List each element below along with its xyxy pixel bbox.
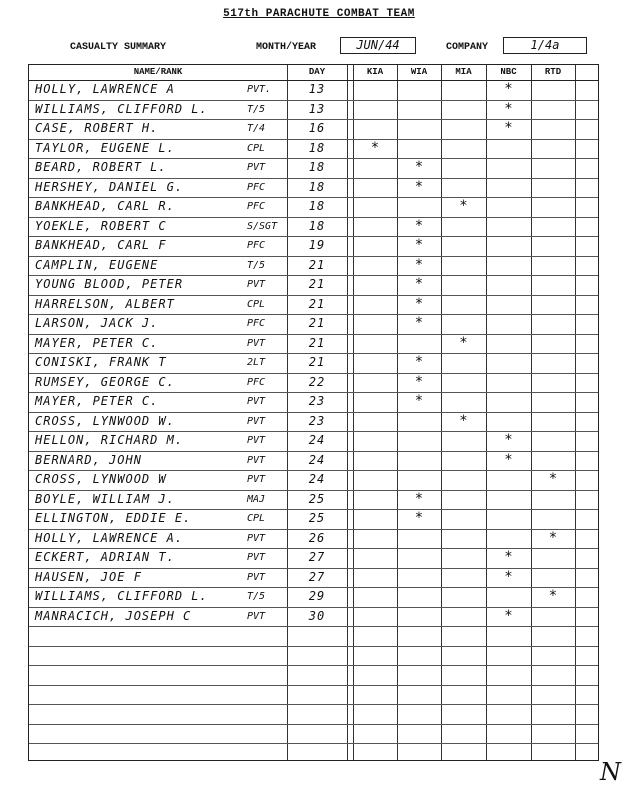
table-row [29,511,598,528]
casualty-name: WILLIAMS, CLIFFORD L. [35,101,208,116]
casualty-day: 22 [308,374,326,389]
row-line [29,256,598,257]
casualty-name: HERSHEY, DANIEL G. [35,179,184,194]
casualty-rank: PVT [247,532,266,544]
casualty-rank: PFC [247,240,266,251]
month-year-field: JUN/44 [340,37,416,54]
casualty-rank: PFC [247,181,266,193]
table-row [29,219,598,236]
status-mark-nbc: * [504,549,513,565]
casualty-table [28,64,599,761]
status-mark-nbc: * [504,451,513,468]
casualty-rank: PVT [247,279,266,290]
column-header-name-rank: NAME/RANK [133,67,183,77]
status-mark-wia: * [414,354,424,370]
casualty-rank: PVT [247,610,266,622]
table-row [29,433,598,450]
row-line [29,490,598,491]
company-field: 1/4a [503,37,587,54]
status-mark-wia: * [414,373,424,390]
month-year-label: MONTH/YEAR [256,42,317,53]
status-mark-wia: * [414,510,424,526]
casualty-rank: PVT [247,337,266,349]
casualty-rank: PVT [247,415,266,427]
casualty-day: 30 [308,608,326,623]
status-mark-nbc: * [504,81,513,97]
row-line [29,373,598,374]
status-mark-mia: * [459,412,468,429]
status-mark-mia: * [459,334,468,351]
column-header-kia: KIA [366,67,384,77]
table-row [29,121,598,138]
casualty-name: BOYLE, WILLIAM J. [35,491,175,506]
row-line [29,626,598,627]
row-line [29,509,598,510]
table-row [29,180,598,197]
status-mark-wia: * [414,276,424,292]
casualty-name: BERNARD, JOHN [35,452,142,467]
casualty-day: 13 [308,82,326,96]
casualty-rank: T/4 [247,123,266,134]
row-line [29,646,598,647]
table-row [29,531,598,548]
casualty-name: WILLIAMS, CLIFFORD L. [35,589,208,603]
casualty-day: 21 [308,335,326,350]
casualty-rank: S/SGT [247,220,278,232]
casualty-name: HOLLY, LAWRENCE A. [35,530,184,545]
column-header-nbc: NBC [500,67,517,77]
casualty-name: MAYER, PETER C. [35,335,159,350]
status-mark-rtd: * [548,471,558,487]
row-line [29,470,598,471]
table-row [29,160,598,177]
table-row [29,82,598,99]
casualty-rank: PVT [247,474,266,485]
row-line [29,334,598,335]
row-line [29,724,598,725]
casualty-rank: PFC [247,376,266,388]
table-row [29,492,598,509]
casualty-name: ECKERT, ADRIAN T. [35,550,175,564]
casualty-day: 24 [308,433,326,447]
status-mark-nbc: * [504,607,513,624]
row-line [29,353,598,354]
casualty-rank: PVT [247,435,266,446]
row-line [29,158,598,159]
casualty-rank: 2LT [247,357,266,368]
table-row [29,589,598,606]
casualty-day: 23 [308,413,326,428]
table-row [29,609,598,626]
casualty-rank: T/5 [247,591,266,602]
casualty-name: BANKHEAD, CARL F [35,238,167,252]
row-line [29,665,598,666]
column-header-mia: MIA [455,67,472,77]
row-line [29,314,598,315]
status-mark-mia: * [459,198,468,214]
casualty-name: ELLINGTON, EDDIE E. [35,511,192,525]
status-mark-nbc: * [504,100,513,117]
casualty-name: RUMSEY, GEORGE C. [35,374,175,389]
status-mark-rtd: * [548,529,558,546]
casualty-day: 21 [308,277,326,291]
casualty-rank: T/5 [247,259,266,271]
status-mark-wia: * [414,217,424,234]
status-mark-wia: * [414,315,424,331]
casualty-rank: CPL [247,142,266,154]
table-row [29,414,598,431]
status-mark-nbc: * [504,432,513,448]
casualty-name: YOUNG BLOOD, PETER [35,277,184,291]
status-mark-wia: * [414,295,424,312]
table-row [29,316,598,333]
casualty-name: CROSS, LYNWOOD W. [35,413,175,428]
casualty-name: HELLON, RICHARD M. [35,433,184,447]
company-label: COMPANY [446,42,489,53]
casualty-day: 18 [308,218,326,233]
status-mark-kia: * [370,139,380,156]
row-line [29,236,598,237]
casualty-day: 24 [308,472,326,486]
casualty-day: 21 [308,296,326,311]
casualty-rank: CPL [247,298,266,310]
casualty-day: 13 [308,101,326,116]
casualty-day: 18 [308,140,326,155]
page-title: 517th PARACHUTE COMBAT TEAM [223,8,415,20]
casualty-name: BEARD, ROBERT L. [35,160,167,174]
casualty-name: CASE, ROBERT H. [35,121,159,135]
table-row [29,375,598,392]
table-row [29,472,598,489]
table-row [29,277,598,294]
status-mark-nbc: * [504,568,513,585]
table-row [29,355,598,372]
row-line [29,685,598,686]
row-line [29,587,598,588]
casualty-name: YOEKLE, ROBERT C [35,218,167,233]
casualty-day: 21 [308,316,326,330]
casualty-day: 18 [308,160,326,174]
signature-mark: N [600,758,621,786]
casualty-name: CAMPLIN, EUGENE [35,257,159,272]
casualty-name: HARRELSON, ALBERT [35,296,175,311]
casualty-day: 25 [308,511,326,525]
column-header-day: DAY [308,67,326,77]
row-line [29,295,598,296]
casualty-day: 24 [308,452,326,467]
row-line [29,392,598,393]
casualty-name: CROSS, LYNWOOD W [35,472,167,486]
status-mark-wia: * [414,237,424,253]
table-row [29,570,598,587]
casualty-name: CONISKI, FRANK T [35,355,167,369]
casualty-name: BANKHEAD, CARL R. [35,199,175,213]
table-row [29,238,598,255]
row-line [29,197,598,198]
status-mark-wia: * [414,490,424,507]
status-mark-wia: * [414,393,424,409]
casualty-day: 21 [308,355,326,369]
table-row [29,394,598,411]
casualty-rank: PFC [247,318,266,329]
status-mark-wia: * [414,159,424,175]
casualty-rank: CPL [247,513,266,524]
casualty-day: 19 [308,238,326,252]
row-line [29,217,598,218]
casualty-rank: PVT [247,571,266,583]
row-line [29,178,598,179]
casualty-name: MANRACICH, JOSEPH C [35,608,192,623]
casualty-rank: MAJ [247,493,266,505]
table-row [29,258,598,275]
row-line [29,139,598,140]
casualty-day: 25 [308,491,326,506]
table-row [29,336,598,353]
casualty-day: 21 [308,257,326,272]
casualty-name: HAUSEN, JOE F [35,569,142,584]
casualty-name: MAYER, PETER C. [35,394,159,408]
column-header-rtd: RTD [544,67,562,77]
table-row [29,297,598,314]
casualty-rank: T/5 [247,103,266,115]
casualty-rank: PVT [247,396,266,407]
table-row [29,453,598,470]
table-row [29,141,598,158]
status-mark-nbc: * [504,120,513,136]
status-mark-rtd: * [548,588,558,604]
casualty-day: 23 [308,394,326,408]
casualty-day: 18 [308,199,326,213]
casualty-day: 29 [308,589,326,603]
casualty-day: 27 [308,550,326,564]
casualty-rank: PVT [247,552,266,563]
column-header-wia: WIA [410,67,428,77]
row-line [29,412,598,413]
row-line [29,704,598,705]
casualty-day: 27 [308,569,326,584]
casualty-rank: PVT [247,162,266,173]
row-line [29,275,598,276]
status-mark-wia: * [414,256,424,273]
casualty-name: LARSON, JACK J. [35,316,159,330]
casualty-name: HOLLY, LAWRENCE A [35,82,175,96]
row-line [29,743,598,744]
casualty-rank: PVT [247,454,266,466]
casualty-rank: PFC [247,201,266,212]
table-row [29,199,598,216]
casualty-day: 18 [308,179,326,194]
casualty-rank: PVT. [247,84,272,95]
casualty-day: 26 [308,530,326,545]
status-mark-wia: * [414,178,424,195]
table-row [29,550,598,567]
casualty-day: 16 [308,121,326,135]
row-line [29,529,598,530]
casualty-name: TAYLOR, EUGENE L. [35,140,175,155]
table-row [29,102,598,119]
summary-label: CASUALTY SUMMARY [70,42,167,53]
